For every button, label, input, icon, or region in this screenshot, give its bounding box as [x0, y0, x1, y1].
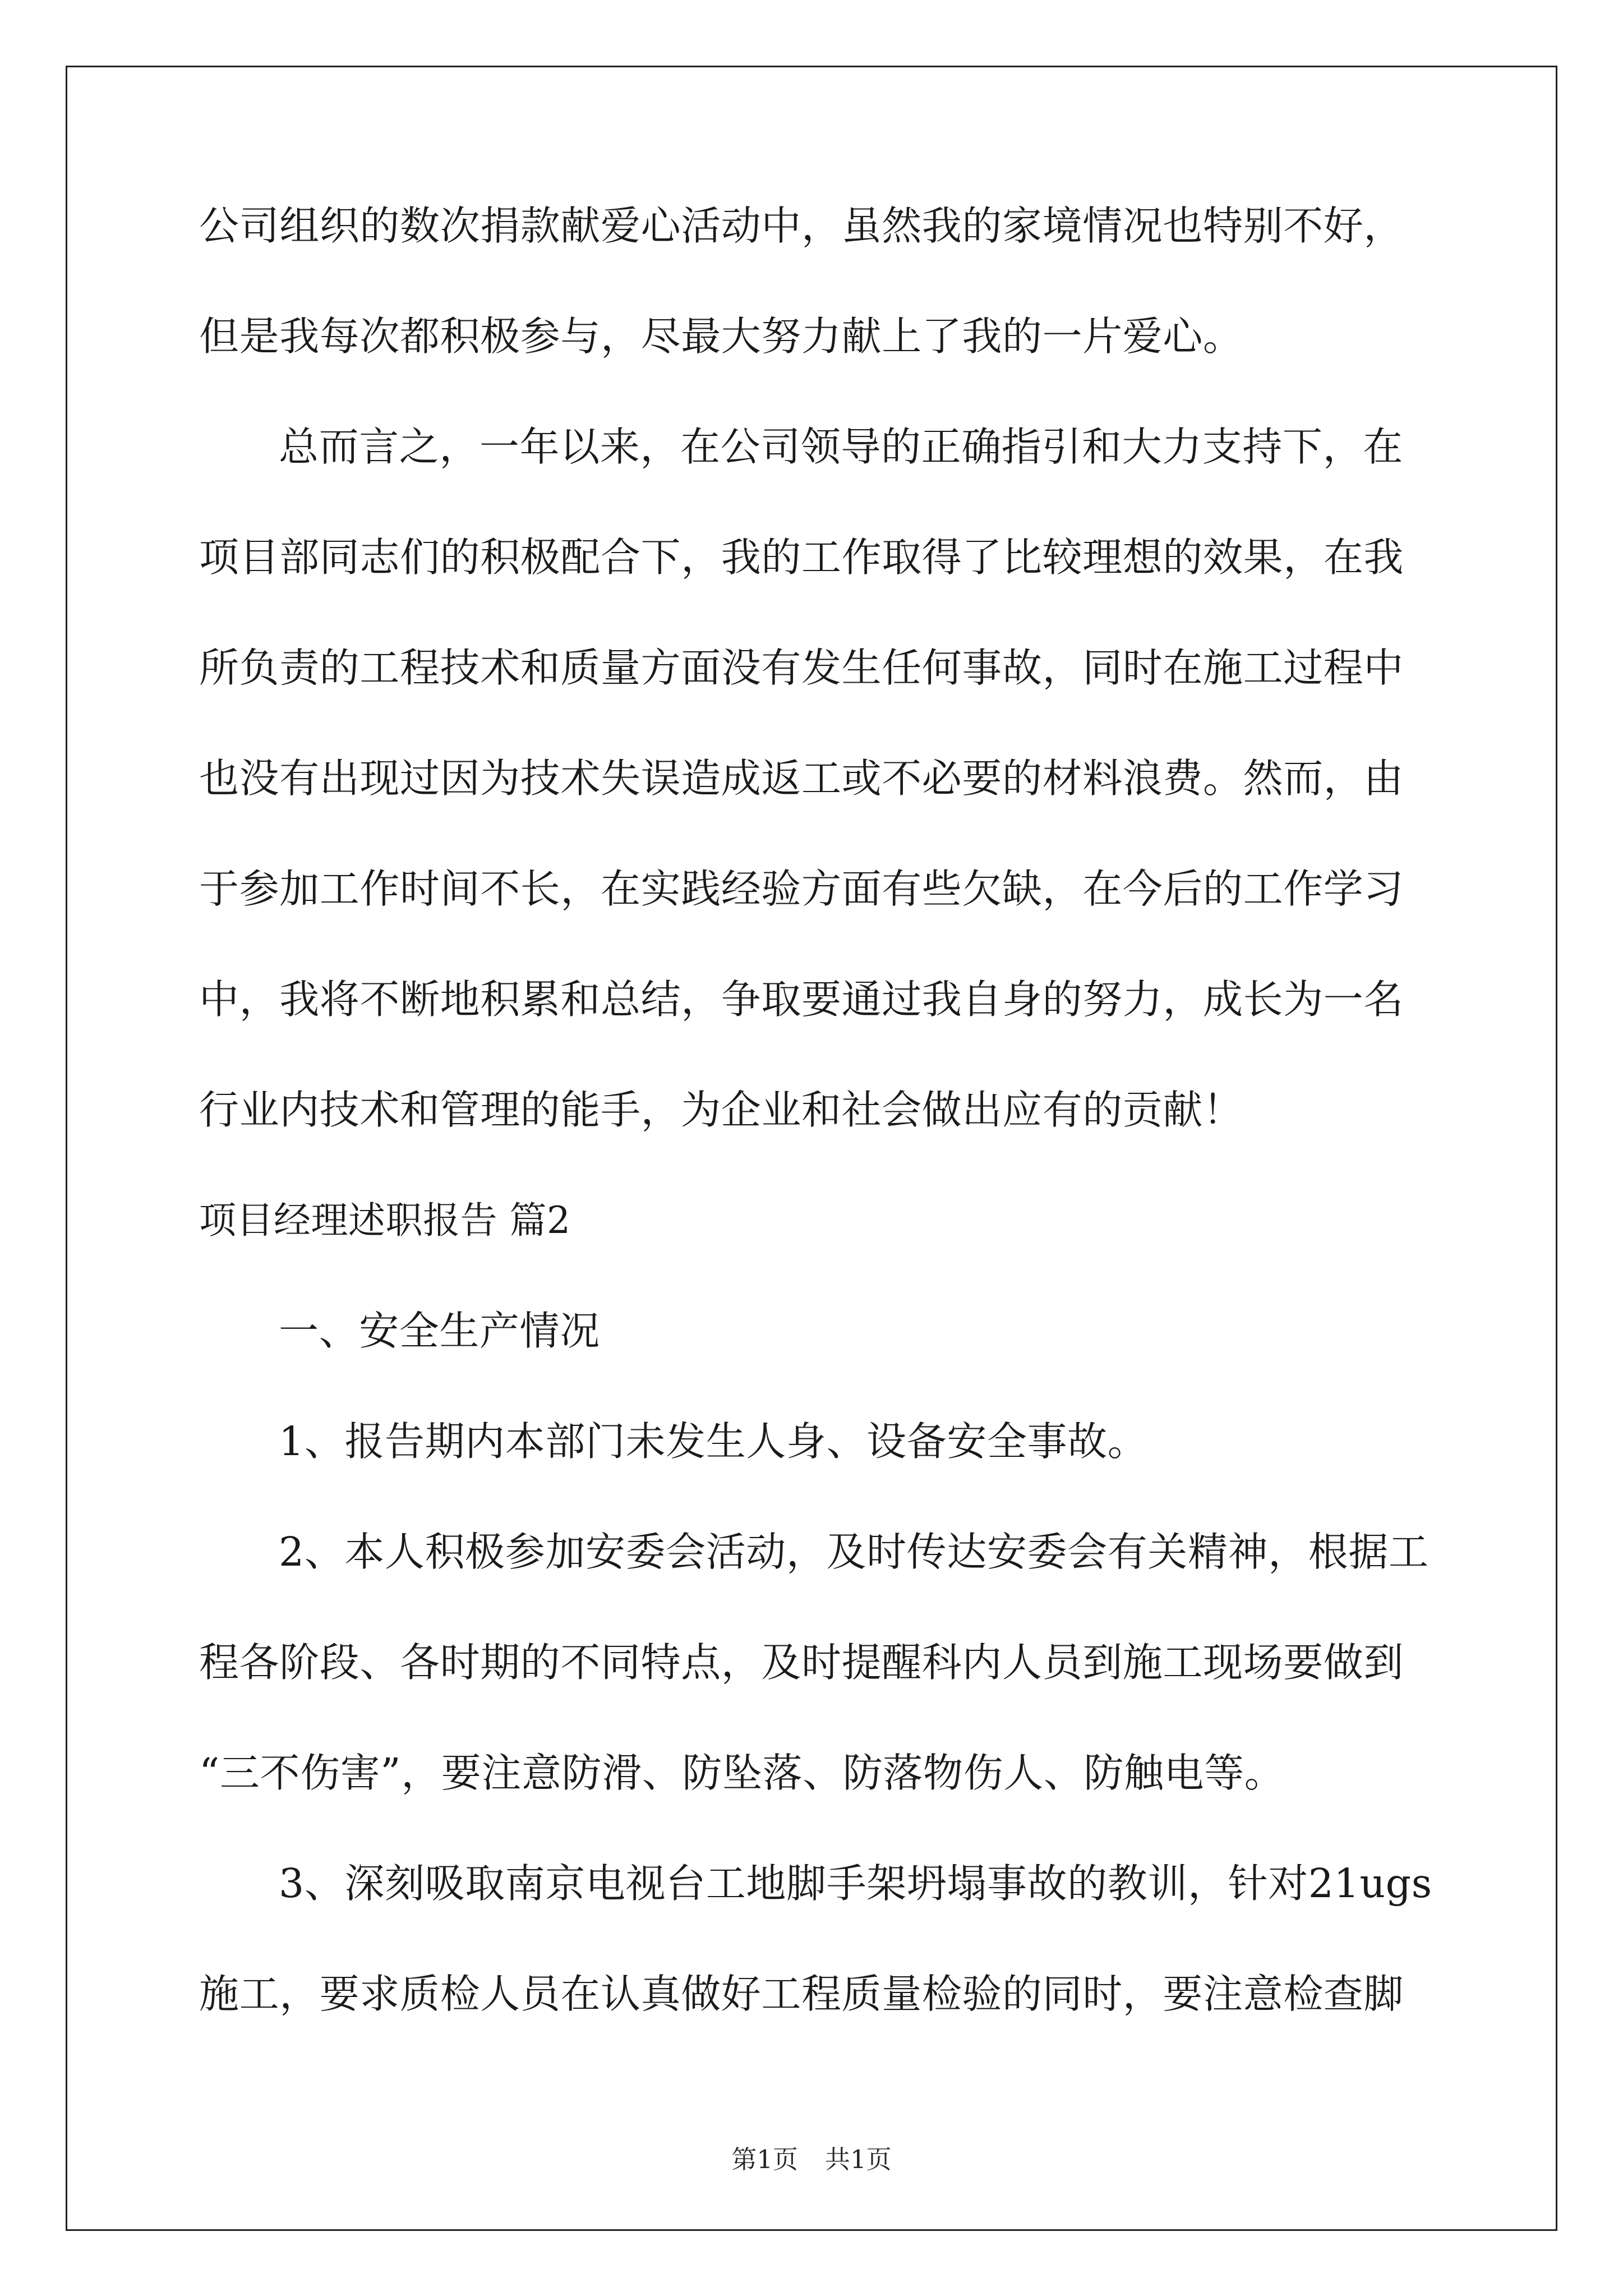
page-footer — [0, 2143, 1623, 2177]
text-line: “三不伤害”，要注意防滑、防坠落、防落物伤人、防触电等。 — [199, 1750, 1285, 1796]
page-total: 共1页 — [825, 2145, 892, 2174]
text-line: 但是我每次都积极参与，尽最大努力献上了我的一片爱心。 — [199, 313, 1243, 360]
text-line: 于参加工作时间不长，在实践经验方面有些欠缺，在今后的工作学习 — [199, 866, 1404, 912]
subsection-title: 一、安全生产情况 — [279, 1308, 600, 1354]
text-line: 也没有出现过因为技术失误造成返工或不必要的材料浪费。然而，由 — [199, 755, 1404, 802]
text-line: 所负责的工程技术和质量方面没有发生任何事故，同时在施工过程中 — [199, 645, 1404, 691]
text-line: 中，我将不断地积累和总结，争取要通过我自身的努力，成长为一名 — [199, 976, 1404, 1023]
text-line: 程各阶段、各时期的不同特点，及时提醒科内人员到施工现场要做到 — [199, 1639, 1404, 1686]
paragraph-first-line: 2、本人积极参加安委会活动，及时传达安委会有关精神，根据工 — [279, 1529, 1429, 1575]
section-heading: 项目经理述职报告 篇2 — [199, 1199, 571, 1242]
paragraph-first-line: 3、深刻吸取南京电视台工地脚手架坍塌事故的教训，针对21ugs — [279, 1860, 1432, 1907]
text-line: 公司组织的数次捐款献爱心活动中，虽然我的家境情况也特别不好， — [199, 203, 1404, 249]
document-body — [199, 199, 1433, 2078]
paragraph-first-line: 1、报告期内本部门未发生人身、设备安全事故。 — [279, 1418, 1148, 1465]
paragraph-first-line: 总而言之，一年以来，在公司领导的正确指引和大力支持下，在 — [279, 424, 1403, 470]
text-line: 施工，要求质检人员在认真做好工程质量检验的同时，要注意检查脚 — [199, 1971, 1404, 2017]
text-line: 项目部同志们的积极配合下，我的工作取得了比较理想的效果，在我 — [199, 534, 1404, 581]
text-line: 行业内技术和管理的能手，为企业和社会做出应有的贡献！ — [199, 1087, 1243, 1133]
page-number: 第1页 — [731, 2145, 798, 2174]
